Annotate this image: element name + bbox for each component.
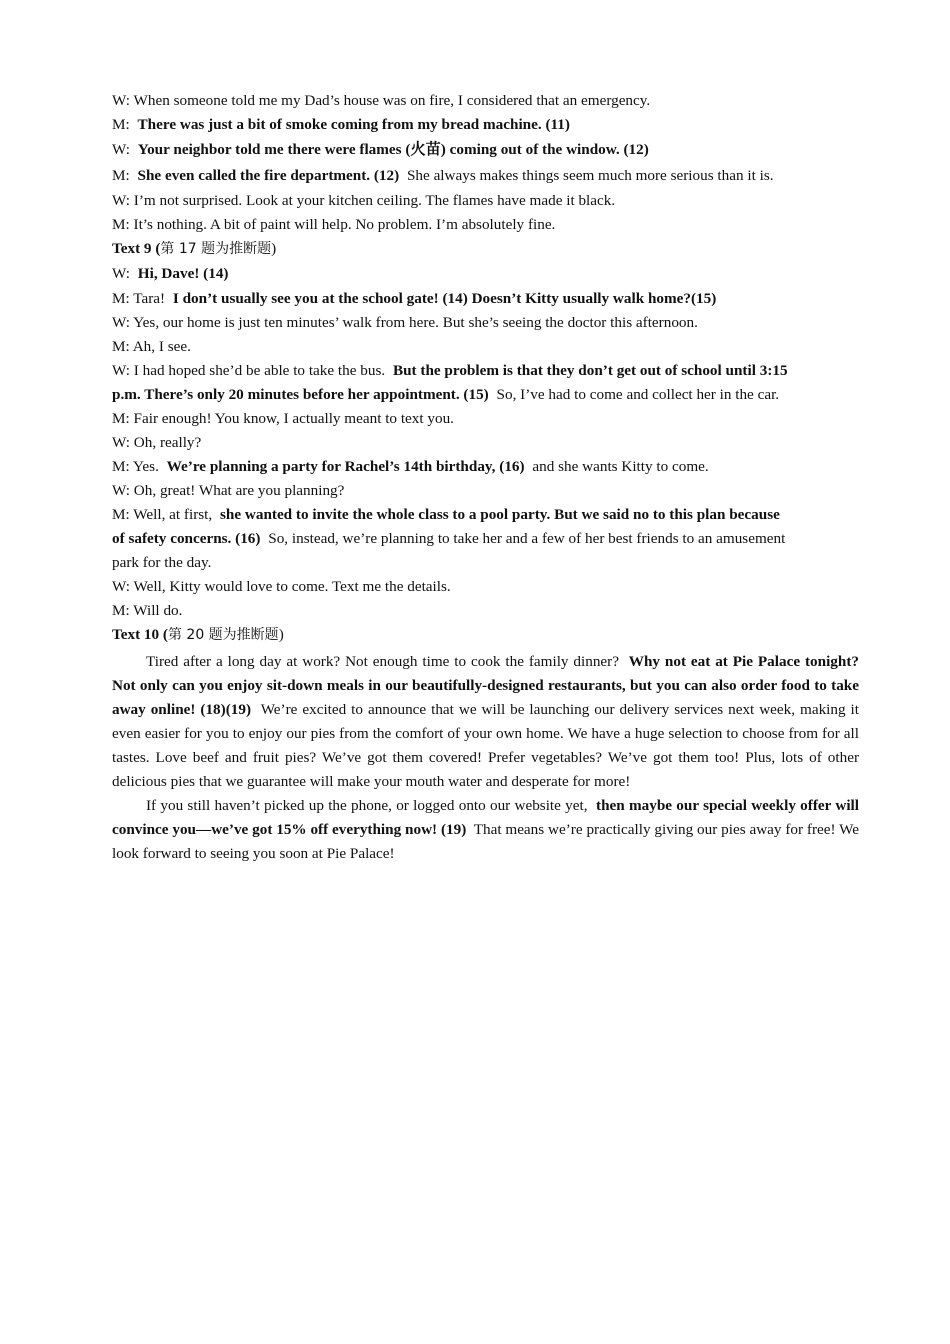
section-heading-text9 <box>112 237 859 261</box>
line-text: Well, at first, <box>133 506 213 523</box>
speaker: W: <box>112 578 130 595</box>
line-text: Well, Kitty would love to come. Text me the details. <box>133 578 451 595</box>
section-note-close: ) <box>271 240 277 257</box>
line-text: I’m not surprised. Look at your kitchen ceiling. The flames have made it black. <box>133 192 616 209</box>
answer-key-text: Your neighbor told me there were flames (火苗) coming out of the window. (12) <box>137 141 649 158</box>
speaker: M: <box>112 167 130 184</box>
dialogue-line <box>112 89 859 113</box>
advert-paragraph-1 <box>112 650 859 794</box>
advert-paragraph-2 <box>112 794 859 866</box>
answer-key-text: She even called the fire department. (12) <box>137 167 400 184</box>
transcript-body <box>112 89 859 866</box>
paragraph-text: If you still haven’t picked up the phone, or logged onto our website yet, <box>146 797 588 814</box>
speaker: W: <box>112 362 130 379</box>
speaker: W: <box>112 314 130 331</box>
line-text: Ah, I see. <box>132 338 191 355</box>
speaker: M: <box>112 216 130 233</box>
answer-key-text: p.m. There’s only 20 minutes before her appointment. (15) <box>112 386 489 403</box>
line-text: and she wants Kitty to come. <box>532 458 709 475</box>
dialogue-line <box>112 113 859 137</box>
dialogue-line <box>112 189 859 213</box>
line-text: She always makes things seem much more serious than it is. <box>406 167 774 184</box>
dialogue-line <box>112 503 859 527</box>
paragraph-text: We’re excited to announce that we will be launching our delivery services next week, making it even easier for you to enjoy our pies from the comfort of your own home. We have a huge selection to choose from for all tastes. Love beef and fruit pies? We’ve got them covered! Prefer vegetables? We’ve got them too! Plus, lots of other delicious pies that we guarantee will make your mouth water and desperate for more! <box>112 701 859 790</box>
section-note: 第 17 题为推断题 <box>160 241 272 257</box>
line-text: So, I’ve had to come and collect her in the car. <box>496 386 780 403</box>
section-note: 第 20 题为推断题 <box>167 627 279 643</box>
section-title: Text 9 ( <box>112 240 161 257</box>
answer-key-text: I don’t usually see you at the school gate! (14) Doesn’t Kitty usually walk home?(15) <box>172 290 717 307</box>
dialogue-line <box>112 213 859 237</box>
speaker: M: <box>112 410 130 427</box>
speaker: W: <box>112 92 130 109</box>
answer-key-text: Why not eat at Pie Palace tonight? Not only can you enjoy sit-down meals in our beautifully-designed restaurants, but you can also order food to take away online! (18)(19) <box>112 653 859 718</box>
speaker: W: <box>112 482 130 499</box>
line-text: Will do. <box>133 602 183 619</box>
line-text: I had hoped she’d be able to take the bus. <box>133 362 386 379</box>
answer-key-text: then maybe our special weekly offer will convince you—we’ve got 15% off everything now! (19) <box>112 797 859 838</box>
dialogue-line <box>112 261 859 287</box>
dialogue-line <box>112 311 859 335</box>
speaker: M: <box>112 602 130 619</box>
dialogue-line <box>112 479 859 503</box>
line-text: It’s nothing. A bit of paint will help. No problem. I’m absolutely fine. <box>133 216 556 233</box>
speaker: M: <box>112 458 130 475</box>
answer-key-text: Hi, Dave! (14) <box>137 265 229 282</box>
dialogue-line <box>112 359 859 383</box>
line-text: Oh, really? <box>133 434 202 451</box>
line-text: park for the day. <box>112 554 212 571</box>
dialogue-line <box>112 335 859 359</box>
dialogue-line <box>112 137 859 163</box>
dialogue-line <box>112 163 859 189</box>
line-text: Yes. <box>132 458 159 475</box>
line-text: Oh, great! What are you planning? <box>133 482 345 499</box>
section-title: Text 10 ( <box>112 626 168 643</box>
dialogue-line <box>112 287 859 311</box>
line-text: When someone told me my Dad’s house was on fire, I considered that an emergency. <box>133 92 651 109</box>
answer-key-text: We’re planning a party for Rachel’s 14th birthday, (16) <box>166 458 525 475</box>
speaker: M: <box>112 116 130 133</box>
dialogue-line <box>112 455 859 479</box>
speaker: M: <box>112 290 130 307</box>
line-text: So, instead, we’re planning to take her and a few of her best friends to an amusement <box>268 530 786 547</box>
answer-key-text: she wanted to invite the whole class to a pool party. But we said no to this plan because <box>219 506 780 523</box>
answer-key-text: But the problem is that they don’t get out of school until 3:15 <box>392 362 788 379</box>
speaker: M: <box>112 338 130 355</box>
line-text: Yes, our home is just ten minutes’ walk from here. But she’s seeing the doctor this afternoon. <box>133 314 698 331</box>
speaker: W: <box>112 434 130 451</box>
dialogue-line <box>112 383 859 407</box>
section-note-close: ) <box>278 626 284 643</box>
speaker: W: <box>112 192 130 209</box>
paragraph-text: That means we’re practically giving our pies away for free! We look forward to seeing you soon at Pie Palace! <box>112 821 859 862</box>
dialogue-line <box>112 575 859 599</box>
dialogue-line <box>112 431 859 455</box>
dialogue-line <box>112 599 859 623</box>
dialogue-line <box>112 551 859 575</box>
line-text: Fair enough! You know, I actually meant to text you. <box>133 410 454 427</box>
dialogue-line <box>112 407 859 431</box>
speaker: W: <box>112 265 130 282</box>
paragraph-text: Tired after a long day at work? Not enough time to cook the family dinner? <box>146 653 619 670</box>
speaker: M: <box>112 506 130 523</box>
dialogue-line <box>112 527 859 551</box>
answer-key-text: of safety concerns. (16) <box>112 530 261 547</box>
answer-key-text: There was just a bit of smoke coming from my bread machine. (11) <box>137 116 570 133</box>
section-heading-text10 <box>112 623 859 647</box>
line-text: Tara! <box>133 290 166 307</box>
speaker: W: <box>112 141 130 158</box>
